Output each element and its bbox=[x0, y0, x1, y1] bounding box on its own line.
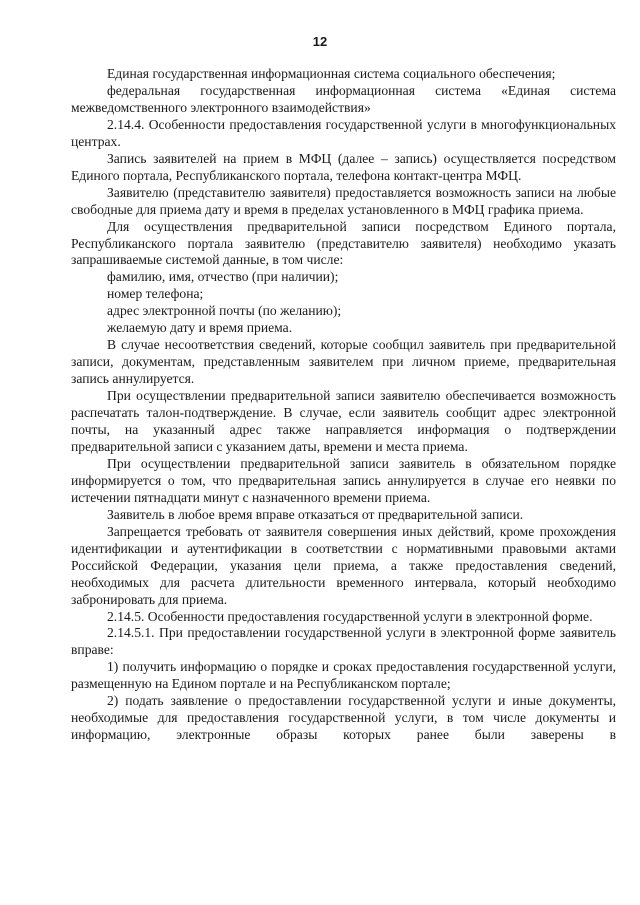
page-number: 12 bbox=[312, 34, 328, 49]
paragraph: В случае несоответствия сведений, которые сообщил заявитель при предварительной записи, документам, представленным заявителем при личном приеме, предварительная запись аннулируется. bbox=[71, 337, 616, 387]
list-item: фамилию, имя, отчество (при наличии); bbox=[107, 269, 339, 285]
paragraph: При осуществлении предварительной записи заявителю обеспечивается возможность распечатать талон-подтверждение. В случае, если заявитель сообщит адрес электронной почты, на указанный адрес также направляется информация о подтверждении предварительной записи с указанием даты, времени и места приема. bbox=[71, 388, 616, 454]
list-item: желаемую дату и время приема. bbox=[107, 320, 293, 336]
paragraph: Запрещается требовать от заявителя совершения иных действий, кроме прохождения идентификации и аутентификации в соответствии с нормативными правовыми актами Российской Федерации, указания цели приема, а также предоставления сведений, необходимых для расчета длительности временного интервала, который необходимо забронировать для приема. bbox=[71, 523, 616, 607]
numbered-item: 2) подать заявление о предоставлении государственной услуги и иные документы, необходимые для предоставления государственной услуги, в том числе документы и информацию, электронные образы которых ранее были заверены в bbox=[71, 693, 616, 743]
paragraph: Единая государственная информационная система социального обеспечения; bbox=[107, 66, 556, 81]
document-body bbox=[71, 66, 616, 744]
section-heading-2-14-4: 2.14.4. Особенности предоставления государственной услуги в многофункциональных центрах. bbox=[71, 116, 616, 149]
paragraph: Запись заявителей на прием в МФЦ (далее – запись) осуществляется посредством Единого портала, Республиканского портала, телефона контакт-центра МФЦ. bbox=[71, 150, 616, 183]
paragraph: федеральная государственная информационная система «Единая система межведомственного электронного взаимодействия» bbox=[71, 82, 616, 115]
paragraph: Для осуществления предварительной записи посредством Единого портала, Республиканского портала заявителю (представителю заявителя) необходимо указать запрашиваемые системой данные, в том числе: bbox=[71, 218, 616, 268]
numbered-item: 1) получить информацию о порядке и сроках предоставления государственной услуги, размещенную на Едином портале и на Республиканском портале; bbox=[71, 659, 616, 692]
section-heading-2-14-5: 2.14.5. Особенности предоставления государственной услуги в электронной форме. bbox=[107, 608, 593, 624]
paragraph: При осуществлении предварительной записи заявитель в обязательном порядке информируется о том, что предварительная запись аннулируется в случае его неявки по истечении пятнадцати минут с назначенного времени приема. bbox=[71, 455, 616, 505]
list-item: адрес электронной почты (по желанию); bbox=[107, 303, 342, 319]
list-item: номер телефона; bbox=[107, 286, 204, 302]
section-heading-2-14-5-1: 2.14.5.1. При предоставлении государственной услуги в электронной форме заявитель вправе: bbox=[71, 625, 616, 658]
paragraph: Заявитель в любое время вправе отказаться от предварительной записи. bbox=[107, 506, 524, 522]
paragraph: Заявителю (представителю заявителя) предоставляется возможность записи на любые свободные для приема дату и время в пределах установленного в МФЦ графика приема. bbox=[71, 184, 616, 217]
